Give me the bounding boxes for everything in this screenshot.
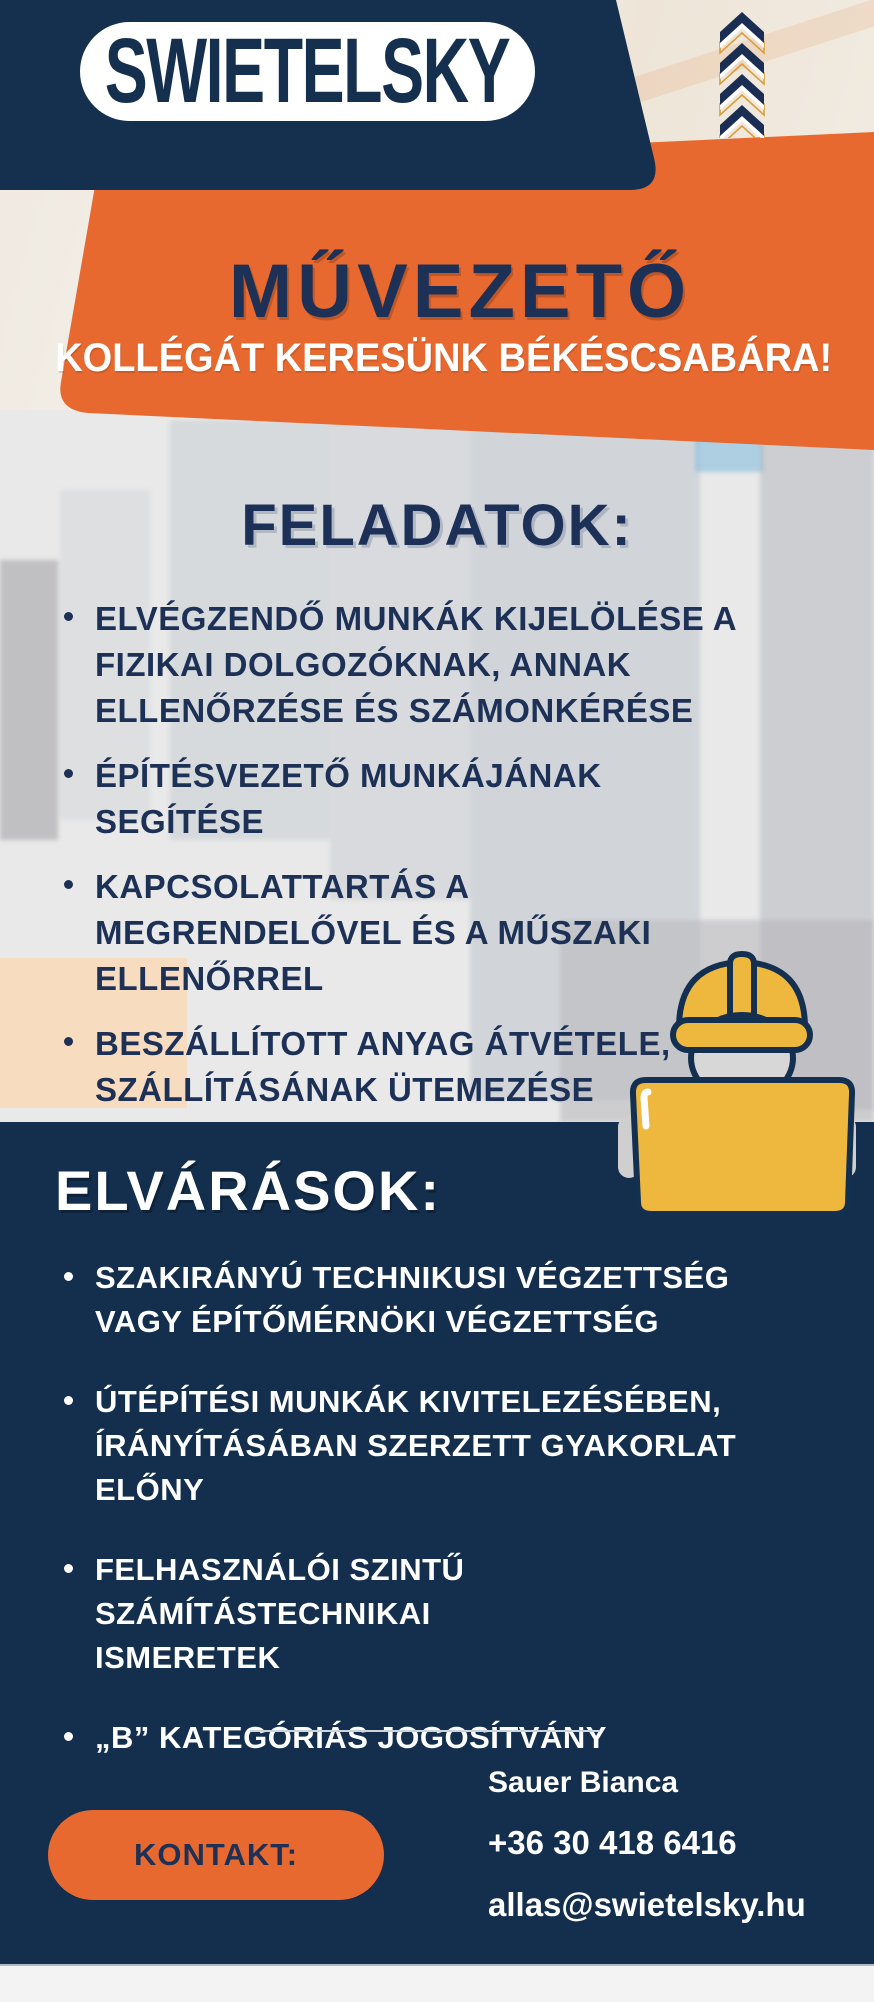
list-item-text: KAPCSOLATTARTÁS A MEGRENDELŐVEL ÉS A MŰSZAKI ELLENŐRREL: [95, 868, 652, 997]
swietelsky-logo: [80, 22, 535, 121]
bullet-dot: [64, 1732, 73, 1741]
list-item-text: BESZÁLLÍTOTT ANYAG ÁTVÉTELE, SZÁLLÍTÁSÁNAK ÜTEMEZÉSE: [95, 1025, 671, 1108]
bullet-dot: [64, 880, 73, 889]
swietelsky-logo-text: SWIETELSKY: [105, 20, 510, 122]
list-item-text: ÚTÉPÍTÉSI MUNKÁK KIVITELEZÉSÉBEN, ÍRÁNYÍTÁSÁBAN SZERZETT GYAKORLAT ELŐNY: [95, 1384, 737, 1507]
bullet-dot: [64, 769, 73, 778]
chevrons-up-icon: [702, 2, 782, 138]
list-item-text: SZAKIRÁNYÚ TECHNIKUSI VÉGZETTSÉG VAGY ÉPÍTŐMÉRNÖKI VÉGZETTSÉG: [95, 1260, 730, 1339]
list-item-text: FELHASZNÁLÓI SZINTŰ SZÁMÍTÁSTECHNIKAI ISMERETEK: [95, 1552, 465, 1675]
tasks-heading: FELADATOK:: [241, 493, 633, 558]
bottom-strip: [0, 1964, 874, 2002]
list-item-text: ÉPÍTÉSVEZETŐ MUNKÁJÁNAK SEGÍTÉSE: [95, 757, 602, 840]
list-item: [64, 1716, 824, 1760]
job-subtitle: KOLLÉGÁT KERESÜNK BÉKÉSCSABÁRA!: [55, 336, 833, 380]
divider: [250, 1730, 600, 1732]
bullet-dot: [64, 612, 73, 621]
list-item: [64, 864, 824, 1002]
list-item: [64, 1021, 824, 1113]
kontakt-button-label: KONTAKT:: [133, 1837, 299, 1872]
kontakt-button[interactable]: [48, 1810, 384, 1900]
job-title: MŰVEZETŐ: [228, 249, 692, 334]
list-item-text: „B” KATEGÓRIÁS JOGOSÍTVÁNY: [95, 1720, 607, 1755]
contact-name: Sauer Bianca: [488, 1766, 679, 1799]
list-item: [64, 1380, 824, 1512]
contact-block: [488, 1766, 806, 1924]
list-item: [64, 596, 824, 734]
bullet-dot: [64, 1272, 73, 1281]
contact-phone[interactable]: +36 30 418 6416: [488, 1824, 737, 1861]
requirements-heading: ELVÁRÁSOK:: [55, 1159, 442, 1222]
requirements-list: [64, 1256, 824, 1760]
list-item: [64, 1256, 824, 1344]
list-item: [64, 753, 824, 845]
contact-email[interactable]: allas@swietelsky.hu: [488, 1886, 806, 1923]
bullet-dot: [64, 1037, 73, 1046]
list-item-text: ELVÉGZENDŐ MUNKÁK KIJELÖLÉSE A FIZIKAI DOLGOZÓKNAK, ANNAK ELLENŐRZÉSE ÉS SZÁMONKÉRÉSE: [95, 600, 736, 729]
bullet-dot: [64, 1564, 73, 1573]
bullet-dot: [64, 1396, 73, 1405]
list-item: [64, 1548, 824, 1680]
tasks-list: [64, 596, 824, 1113]
